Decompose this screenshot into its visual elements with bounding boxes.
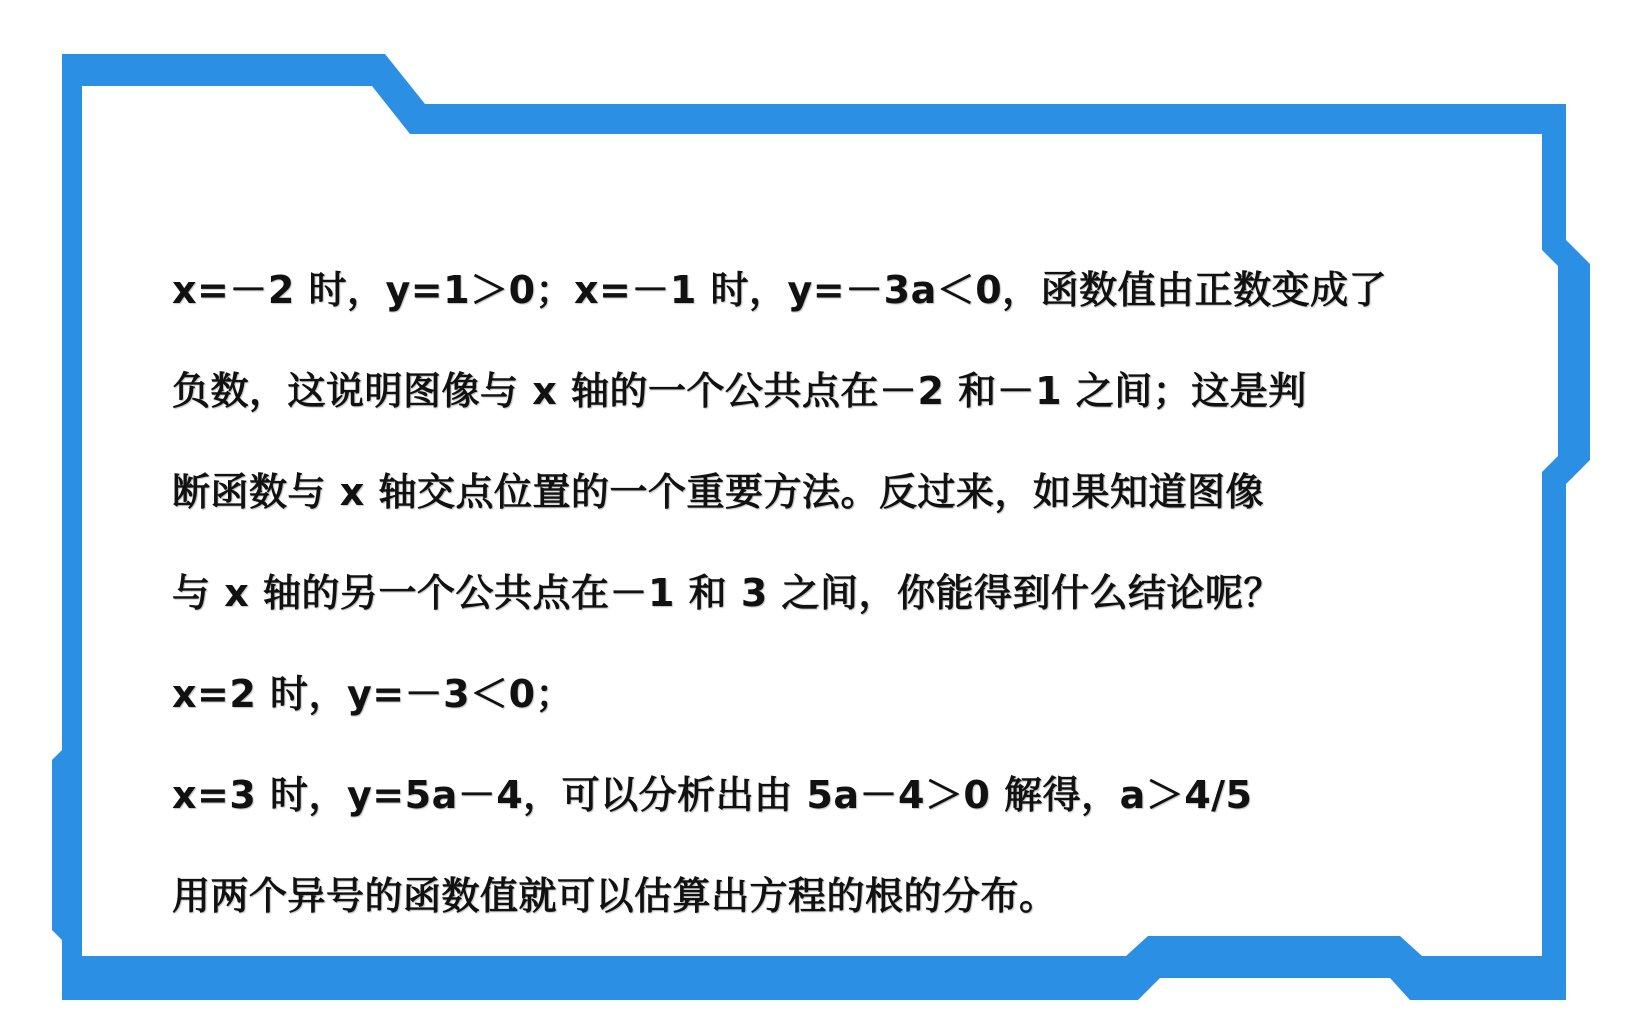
text-body [172,240,1462,947]
paragraph-line-1: x=－2 时，y=1＞0；x=－1 时，y=－3a＜0，函数值由正数变成了 [172,268,1388,312]
paragraph-line-2: 负数，这说明图像与 x 轴的一个公共点在－2 和－1 之间；这是判 [172,369,1307,413]
paragraph-line-4: 与 x 轴的另一个公共点在－1 和 3 之间，你能得到什么结论呢？ [172,571,1283,615]
paragraph-line-7: 用两个异号的函数值就可以估算出方程的根的分布。 [172,874,1058,918]
paragraph-line-3: 断函数与 x 轴交点位置的一个重要方法。反过来，如果知道图像 [172,470,1264,514]
paragraph-line-5: x=2 时，y=－3＜0； [172,672,575,716]
paragraph-line-6: x=3 时，y=5a－4，可以分析出由 5a－4＞0 解得，a＞4/5 [172,773,1253,817]
